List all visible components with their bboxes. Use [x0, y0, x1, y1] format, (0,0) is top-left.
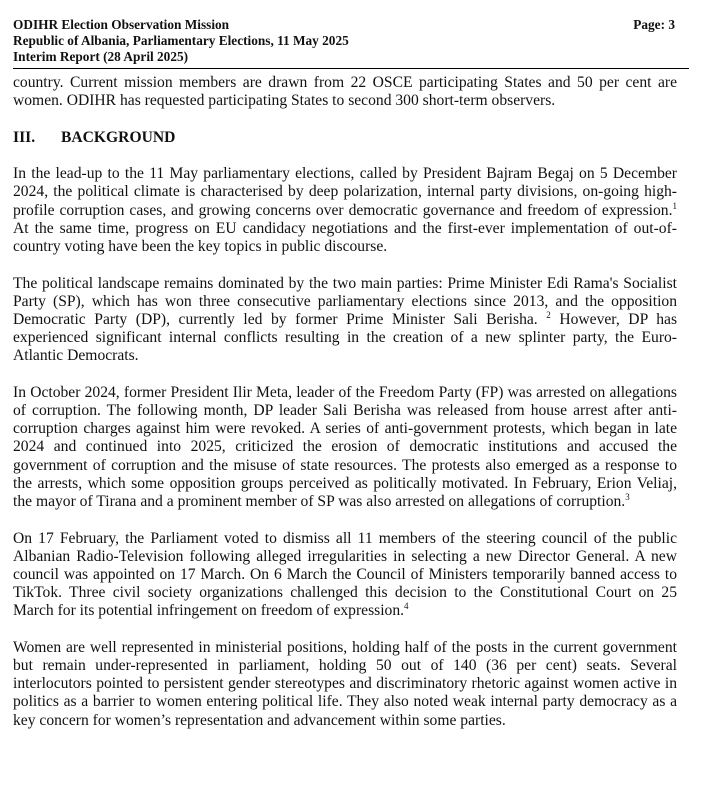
- paragraph-text: In October 2024, former President Ilir Meta, leader of the Freedom Party (FP) was arrested on allegations of corruption. The following month, DP leader Sali Berisha was released from house arrest after anti-corruption charges against him were revoked. A series of anti-government protests, which began in late 2024 and continued into 2025, criticized the erosion of democratic institutions and accused the government of corruption and the misuse of state resources. The protests also emerged as a response to the arrests, which some opposition groups perceived as politically motivated. In February, Erion Veliaj, the mayor of Tirana and a prominent member of SP was also arrested on allegations of corruption.: [13, 383, 677, 511]
- footnote-ref-4[interactable]: 4: [404, 601, 409, 612]
- paragraph-media-council: [13, 530, 677, 621]
- header-election-title: Republic of Albania, Parliamentary Elections, 11 May 2025: [13, 33, 349, 48]
- running-header: [13, 17, 689, 69]
- paragraph-arrests-protests: [13, 384, 677, 511]
- paragraph-political-climate: [13, 165, 677, 256]
- footnote-ref-1[interactable]: 1: [672, 200, 677, 211]
- paragraph-text: Women are well represented in ministerial positions, holding half of the posts in the current government but remain under-represented in parliament, holding 50 out of 140 (36 per cent) seats. Several interlocutors pointed to persistent gender stereotypes and discriminatory rhetoric against women active in politics as a barrier to women entering political life. They also noted weak internal party democracy as a key concern for women’s representation and advancement within some parties.: [13, 638, 677, 729]
- header-report-title: Interim Report (28 April 2025): [13, 49, 189, 64]
- paragraph-women-representation: [13, 639, 677, 730]
- paragraph-text: At the same time, progress on EU candidacy negotiations and the first-ever implementation of out-of-country voting have been the key topics in public discourse.: [13, 219, 677, 256]
- document-body: [13, 74, 677, 748]
- paragraph-political-landscape: [13, 275, 677, 366]
- header-mission-title: ODIHR Election Observation Mission: [13, 17, 230, 32]
- paragraph-text: On 17 February, the Parliament voted to dismiss all 11 members of the steering council of the public Albanian Radio-Television following alleged irregularities in selecting a new Director General. A new council was appointed on 17 March. On 6 March the Council of Ministers temporarily banned access to TikTok. Three civil society organizations challenged this decision to the Constitutional Court on 25 March for its potential infringement on freedom of expression.: [13, 529, 677, 620]
- page-number: Page: 3: [633, 17, 675, 32]
- footnote-ref-3[interactable]: 3: [625, 492, 630, 503]
- paragraph-text: The political landscape remains dominated by the two main parties: Prime Minister Edi Rama's Socialist Party (SP), which has won three consecutive parliamentary elections since 2013, and the opposition Democratic Party (DP), currently led by former Prime Minister Sali Berisha.: [13, 274, 677, 328]
- section-number: III.: [13, 128, 36, 146]
- section-heading: [13, 129, 677, 147]
- paragraph-text: However, DP has experienced significant internal conflicts resulting in the creation of a new splinter party, the Euro-Atlantic Democrats.: [13, 310, 678, 365]
- footnote-ref-2[interactable]: 2: [546, 309, 551, 320]
- section-title: BACKGROUND: [61, 128, 176, 146]
- paragraph-text: In the lead-up to the 11 May parliamentary elections, called by President Bajram Begaj on 5 December 2024, the political climate is characterised by deep polarization, internal party divisions, on-going high-profile corruption cases, and growing concerns over democratic governance and freedom of expression.: [13, 165, 677, 219]
- continued-paragraph: country. Current mission members are drawn from 22 OSCE participating States and 50 per cent are women. ODIHR has requested participating States to second 300 short-term observers.: [13, 74, 677, 110]
